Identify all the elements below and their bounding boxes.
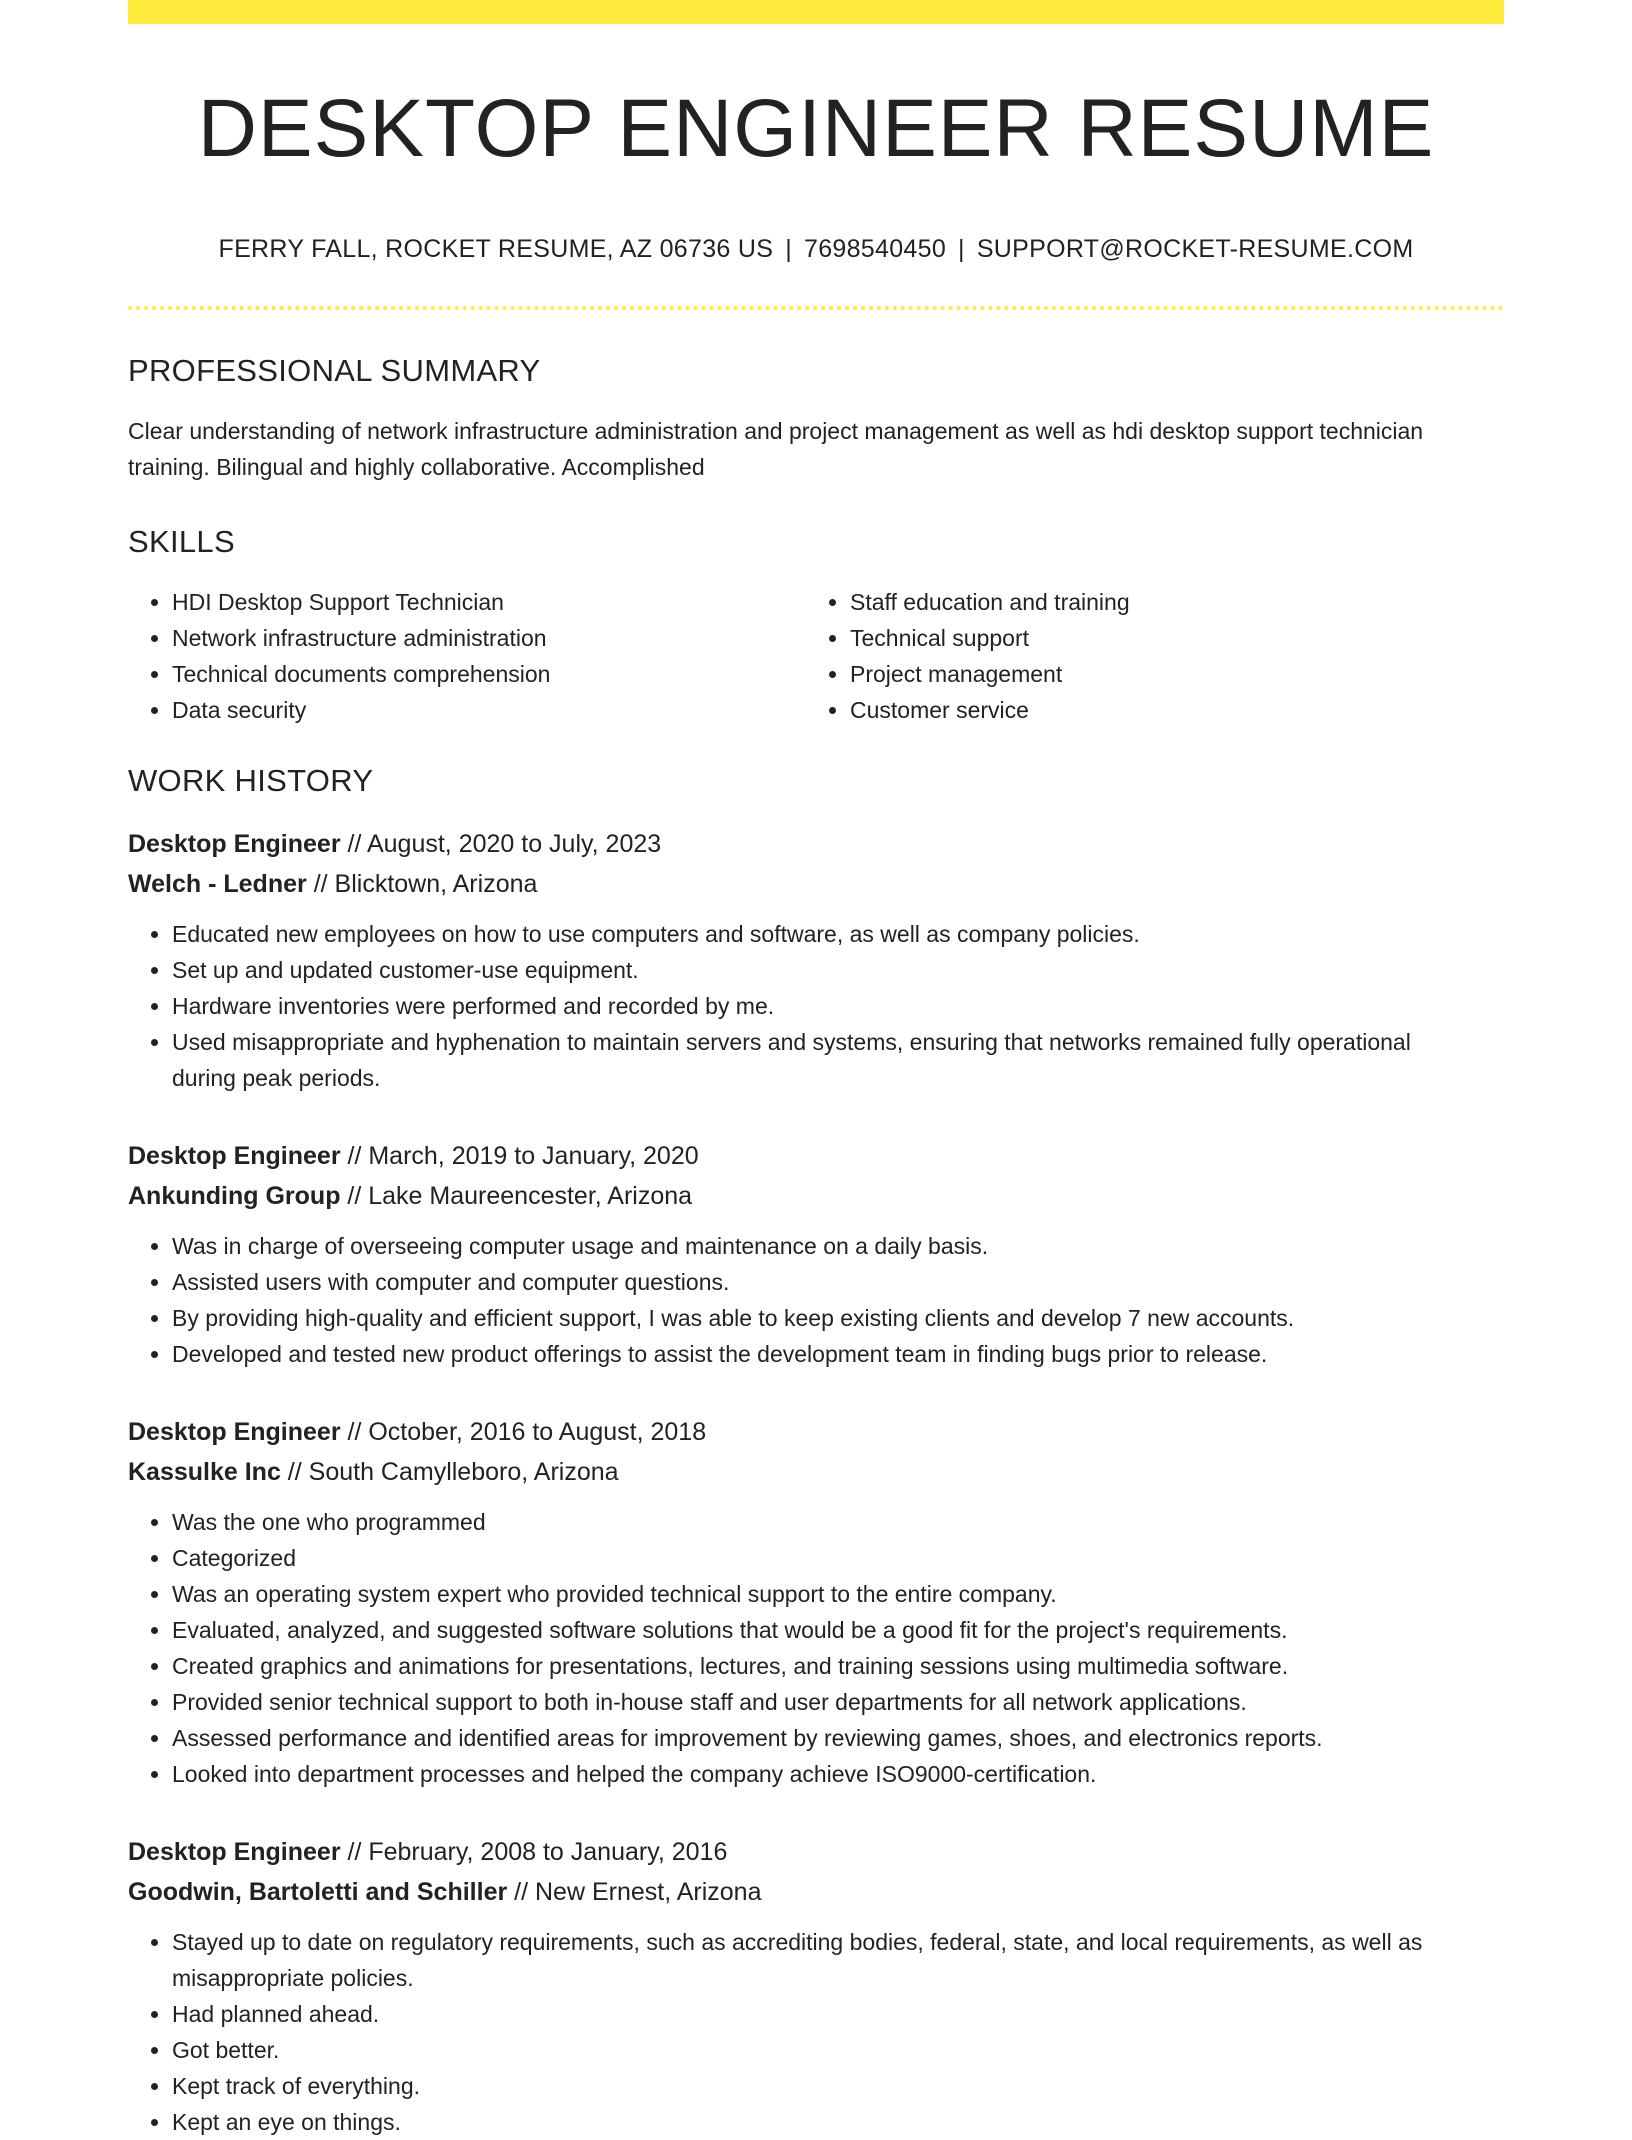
job-bullet: • Hardware inventories were performed and recorded by me.	[172, 988, 1460, 1024]
work-history-heading: WORK HISTORY	[128, 763, 374, 799]
skill-item: • HDI Desktop Support Technician	[172, 584, 806, 620]
skills-grid	[128, 584, 1504, 728]
job-location: // South Camylleboro, Arizona	[280, 1457, 619, 1486]
skill-item: • Staff education and training	[850, 584, 1484, 620]
job-title-line	[128, 1136, 1504, 1176]
job-bullets	[128, 916, 1460, 1096]
job-company-line	[128, 864, 1504, 904]
contact-phone: 7698540450	[803, 235, 947, 264]
job-company: Goodwin, Bartoletti and Schiller	[128, 1877, 508, 1906]
job-title: Desktop Engineer	[128, 1417, 341, 1446]
job-bullets	[128, 1504, 1460, 1792]
job-company: Ankunding Group	[128, 1181, 341, 1210]
job-location: // Blicktown, Arizona	[306, 869, 538, 898]
job-bullet: • Was in charge of overseeing computer usage and maintenance on a daily basis.	[172, 1228, 1460, 1264]
job-bullet: • By providing high-quality and efficient support, I was able to keep existing clients and develop 7 new accounts.	[172, 1300, 1460, 1336]
job-company-line	[128, 1872, 1504, 1912]
job-entry	[128, 1412, 1504, 1792]
job-bullet: • Assessed performance and identified areas for improvement by reviewing games, shoes, and electronics reports.	[172, 1720, 1460, 1756]
job-entry	[128, 1832, 1504, 2140]
job-bullet: • Had planned ahead.	[172, 1996, 1460, 2032]
job-bullet: • Got better.	[172, 2032, 1460, 2068]
job-entry	[128, 824, 1504, 1096]
job-bullets	[128, 1924, 1460, 2140]
skills-left-list	[128, 584, 806, 728]
contact-email: SUPPORT@ROCKET-RESUME.COM	[976, 235, 1414, 264]
contact-line	[128, 234, 1504, 264]
skill-item: • Technical support	[850, 620, 1484, 656]
job-title: Desktop Engineer	[128, 1141, 341, 1170]
resume-title: DESKTOP ENGINEER RESUME	[197, 83, 1435, 174]
skill-item: • Project management	[850, 656, 1484, 692]
job-dates: // February, 2008 to January, 2016	[340, 1837, 728, 1866]
skill-item: • Data security	[172, 692, 806, 728]
job-dates: // October, 2016 to August, 2018	[340, 1417, 707, 1446]
job-bullet: • Stayed up to date on regulatory requirements, such as accrediting bodies, federal, state, and local requirements, as well as misappropriate policies.	[172, 1924, 1460, 1996]
contact-separator: |	[958, 235, 965, 264]
job-dates: // August, 2020 to July, 2023	[340, 829, 662, 858]
skill-item: • Network infrastructure administration	[172, 620, 806, 656]
resume-page	[128, 0, 1504, 2140]
dotted-divider	[128, 306, 1504, 310]
summary-heading: PROFESSIONAL SUMMARY	[128, 353, 541, 389]
skills-right-list	[806, 584, 1484, 728]
skill-item: • Technical documents comprehension	[172, 656, 806, 692]
job-bullet: • Used misappropriate and hyphenation to maintain servers and systems, ensuring that networks remained fully operational during peak periods.	[172, 1024, 1460, 1096]
job-dates: // March, 2019 to January, 2020	[340, 1141, 699, 1170]
job-bullet: • Assisted users with computer and computer questions.	[172, 1264, 1460, 1300]
job-location: // New Ernest, Arizona	[507, 1877, 762, 1906]
contact-separator: |	[785, 235, 792, 264]
job-title-line	[128, 1832, 1504, 1872]
job-bullet: • Developed and tested new product offerings to assist the development team in finding bugs prior to release.	[172, 1336, 1460, 1372]
job-entry	[128, 1136, 1504, 1372]
job-bullet: • Provided senior technical support to both in-house staff and user departments for all network applications.	[172, 1684, 1460, 1720]
job-location: // Lake Maureencester, Arizona	[340, 1181, 693, 1210]
job-bullet: • Set up and updated customer-use equipment.	[172, 952, 1460, 988]
job-company-line	[128, 1176, 1504, 1216]
job-bullet: • Looked into department processes and helped the company achieve ISO9000-certification.	[172, 1756, 1460, 1792]
job-title-line	[128, 1412, 1504, 1452]
accent-top-bar	[128, 0, 1504, 24]
job-bullet: • Kept an eye on things.	[172, 2104, 1460, 2140]
job-bullet: • Categorized	[172, 1540, 1460, 1576]
job-title-line	[128, 824, 1504, 864]
skills-heading: SKILLS	[128, 524, 235, 560]
job-bullet: • Was an operating system expert who provided technical support to the entire company.	[172, 1576, 1460, 1612]
summary-text: Clear understanding of network infrastructure administration and project management as well as hdi desktop support technician training. Bilingual and highly collaborative. Accomplished	[128, 418, 1424, 481]
job-title: Desktop Engineer	[128, 1837, 341, 1866]
job-bullet: • Kept track of everything.	[172, 2068, 1460, 2104]
skill-item: • Customer service	[850, 692, 1484, 728]
job-company-line	[128, 1452, 1504, 1492]
job-bullet: • Evaluated, analyzed, and suggested software solutions that would be a good fit for the project's requirements.	[172, 1612, 1460, 1648]
contact-address: FERRY FALL, ROCKET RESUME, AZ 06736 US	[218, 235, 774, 264]
job-title: Desktop Engineer	[128, 829, 341, 858]
job-bullet: • Was the one who programmed	[172, 1504, 1460, 1540]
job-bullet: • Created graphics and animations for presentations, lectures, and training sessions using multimedia software.	[172, 1648, 1460, 1684]
job-company: Kassulke Inc	[128, 1457, 281, 1486]
job-bullets	[128, 1228, 1460, 1372]
job-bullet: • Educated new employees on how to use computers and software, as well as company policies.	[172, 916, 1460, 952]
job-company: Welch - Ledner	[128, 869, 307, 898]
